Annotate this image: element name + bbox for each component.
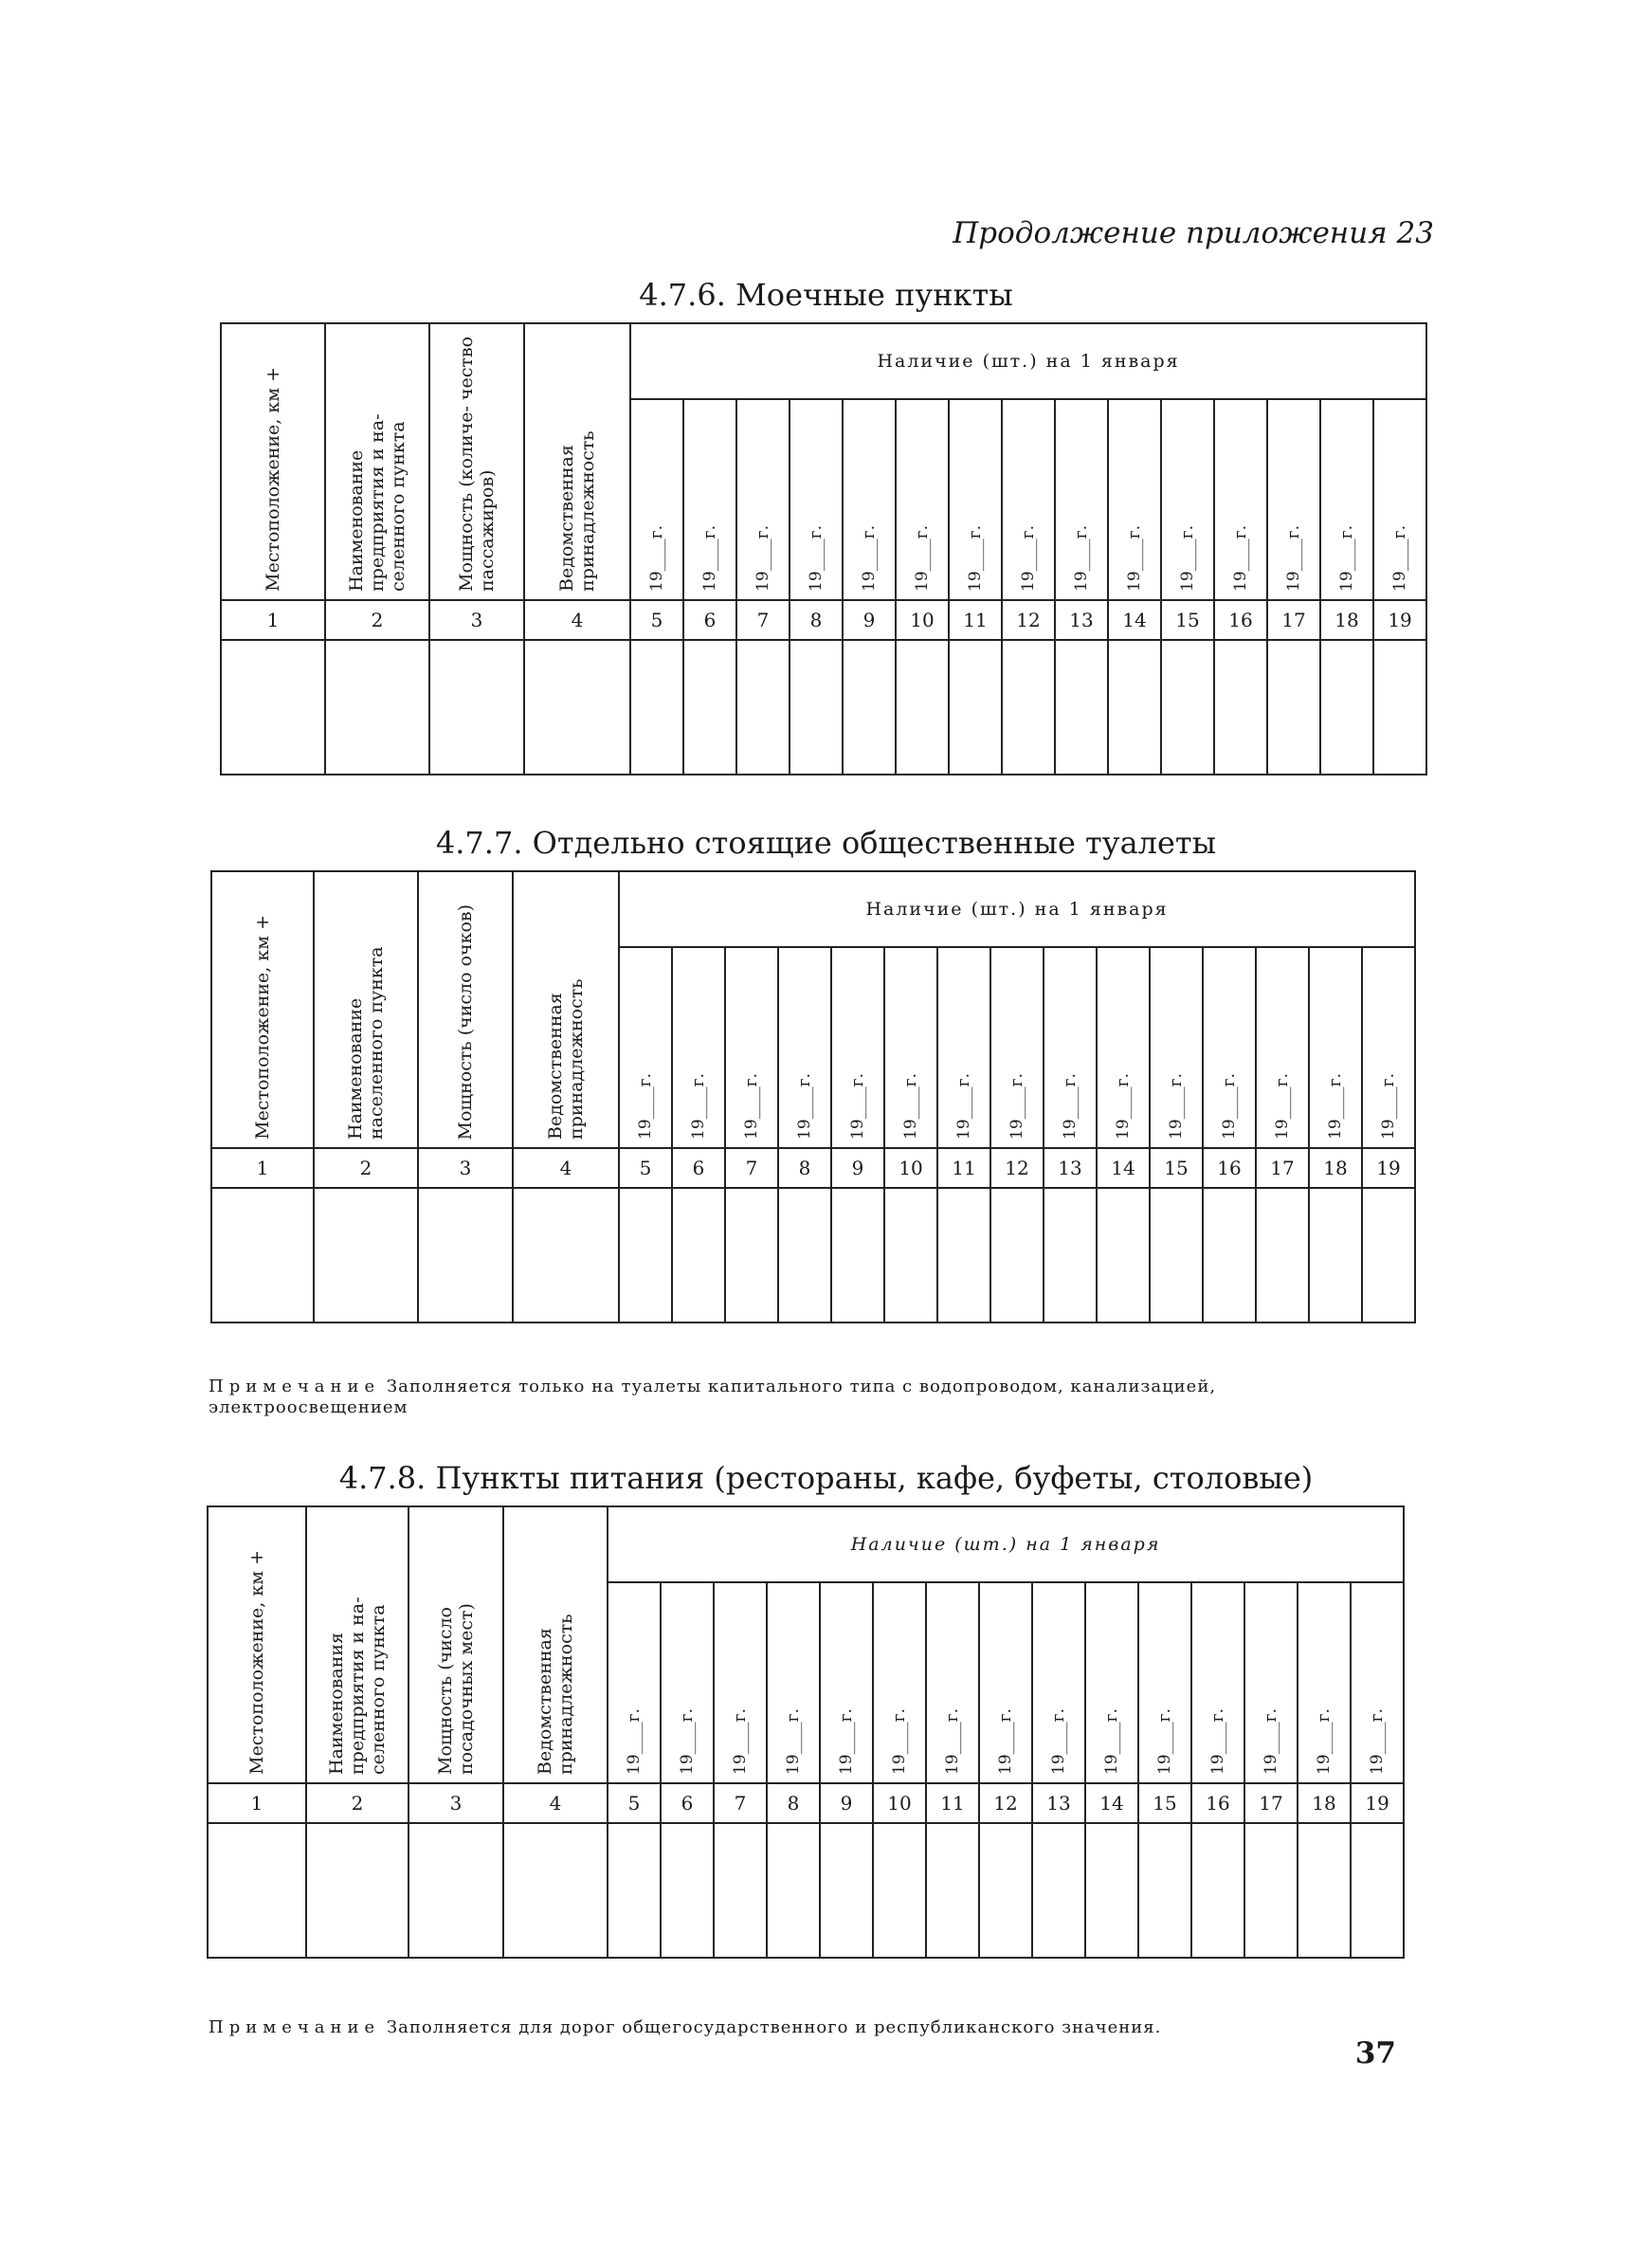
column-number: 12: [979, 1783, 1032, 1823]
blank-cell: [790, 640, 843, 775]
year-header: 19____г.: [937, 947, 990, 1148]
section-title-food-points: 4.7.8. Пункты питания (рестораны, кафе, буфеты, столовые): [338, 1460, 1314, 1496]
blank-cell: [208, 1823, 306, 1958]
note-public-toilets: [209, 1377, 1403, 1418]
year-header: 19____г.: [1097, 947, 1150, 1148]
blank-cell: [896, 640, 949, 775]
column-number: 5: [608, 1783, 661, 1823]
note-label: Примечание: [209, 2017, 381, 2037]
blank-cell: [1373, 640, 1426, 775]
column-number: 18: [1309, 1148, 1362, 1188]
blank-data-row: [221, 640, 1426, 775]
blank-cell: [1203, 1188, 1256, 1323]
blank-cell: [1002, 640, 1055, 775]
column-number-row: [208, 1783, 1404, 1823]
blank-cell: [736, 640, 790, 775]
column-number: 5: [630, 600, 683, 640]
column-header: Наименование населенного пункта: [314, 871, 418, 1148]
column-header: Ведомственная принадлежность: [524, 323, 630, 600]
group-header: Наличие (шт.) на 1 января: [619, 871, 1415, 947]
blank-cell: [221, 640, 325, 775]
year-header: 19____г.: [1320, 399, 1373, 600]
column-number: 3: [429, 600, 524, 640]
blank-cell: [1214, 640, 1267, 775]
blank-cell: [1044, 1188, 1097, 1323]
column-number: 10: [873, 1783, 926, 1823]
blank-data-row: [211, 1188, 1415, 1323]
blank-cell: [725, 1188, 778, 1323]
note-food-points: [209, 2017, 1384, 2038]
year-header: 19____г.: [1150, 947, 1203, 1148]
column-number: 6: [661, 1783, 714, 1823]
year-header: 19____г.: [1351, 1582, 1404, 1783]
column-number: 13: [1055, 600, 1108, 640]
page-header: Продолжение приложения 23: [953, 216, 1434, 250]
column-number: 19: [1351, 1783, 1404, 1823]
year-header: 19____г.: [1044, 947, 1097, 1148]
year-header: 19____г.: [661, 1582, 714, 1783]
blank-cell: [630, 640, 683, 775]
blank-cell: [884, 1188, 937, 1323]
blank-cell: [211, 1188, 314, 1323]
blank-cell: [767, 1823, 820, 1958]
column-number: 4: [524, 600, 630, 640]
column-header: Местоположение, км +: [211, 871, 314, 1148]
blank-cell: [408, 1823, 503, 1958]
blank-cell: [1138, 1823, 1191, 1958]
blank-cell: [1351, 1823, 1404, 1958]
column-number: 8: [778, 1148, 831, 1188]
blank-cell: [714, 1823, 767, 1958]
blank-cell: [937, 1188, 990, 1323]
column-number: 1: [221, 600, 325, 640]
column-number: 13: [1044, 1148, 1097, 1188]
column-number: 9: [820, 1783, 873, 1823]
blank-cell: [1298, 1823, 1351, 1958]
column-number: 14: [1085, 1783, 1138, 1823]
year-header: 19____г.: [979, 1582, 1032, 1783]
table-wash-points: [220, 322, 1427, 775]
year-header: 19____г.: [1309, 947, 1362, 1148]
year-header: 19____г.: [736, 399, 790, 600]
blank-cell: [325, 640, 429, 775]
column-number: 12: [990, 1148, 1044, 1188]
blank-cell: [1362, 1188, 1415, 1323]
column-number: 8: [790, 600, 843, 640]
blank-cell: [979, 1823, 1032, 1958]
column-number: 6: [683, 600, 736, 640]
column-number: 3: [418, 1148, 513, 1188]
column-header: Ведомственная принадлежность: [503, 1506, 608, 1783]
column-number-row: [211, 1148, 1415, 1188]
table-food-points: [207, 1505, 1405, 1959]
section-title-public-toilets: 4.7.7. Отдельно стоящие общественные туалеты: [435, 825, 1217, 861]
year-header: 19____г.: [873, 1582, 926, 1783]
column-number-row: [221, 600, 1426, 640]
blank-cell: [503, 1823, 608, 1958]
year-header: 19____г.: [1085, 1582, 1138, 1783]
blank-cell: [949, 640, 1002, 775]
column-number: 7: [714, 1783, 767, 1823]
year-header: 19____г.: [831, 947, 884, 1148]
year-header: 19____г.: [896, 399, 949, 600]
blank-cell: [820, 1823, 873, 1958]
column-number: 15: [1138, 1783, 1191, 1823]
blank-cell: [672, 1188, 725, 1323]
group-header: Наличие (шт.) на 1 января: [608, 1506, 1404, 1582]
blank-cell: [1320, 640, 1373, 775]
year-header: 19____г.: [1161, 399, 1214, 600]
blank-cell: [306, 1823, 408, 1958]
blank-data-row: [208, 1823, 1404, 1958]
blank-cell: [1150, 1188, 1203, 1323]
year-header: 19____г.: [1267, 399, 1320, 600]
year-header: 19____г.: [725, 947, 778, 1148]
blank-cell: [990, 1188, 1044, 1323]
blank-cell: [1097, 1188, 1150, 1323]
year-header: 19____г.: [1214, 399, 1267, 600]
column-number: 16: [1214, 600, 1267, 640]
column-number: 15: [1161, 600, 1214, 640]
column-header: Местоположение, км +: [208, 1506, 306, 1783]
page-number: 37: [1354, 2036, 1396, 2071]
column-number: 16: [1203, 1148, 1256, 1188]
column-number: 1: [211, 1148, 314, 1188]
year-header: 19____г.: [1244, 1582, 1298, 1783]
year-header: 19____г.: [608, 1582, 661, 1783]
year-header: 19____г.: [1362, 947, 1415, 1148]
column-number: 15: [1150, 1148, 1203, 1188]
column-number: 17: [1267, 600, 1320, 640]
blank-cell: [619, 1188, 672, 1323]
column-header: Наименования предприятия и на- селенного пункта: [306, 1506, 408, 1783]
blank-cell: [1055, 640, 1108, 775]
column-number: 7: [736, 600, 790, 640]
year-header: 19____г.: [1108, 399, 1161, 600]
column-number: 6: [672, 1148, 725, 1188]
blank-cell: [429, 640, 524, 775]
column-header: Мощность (число посадочных мест): [408, 1506, 503, 1783]
column-header: Ведомственная принадлежность: [513, 871, 619, 1148]
blank-cell: [926, 1823, 979, 1958]
year-header: 19____г.: [1203, 947, 1256, 1148]
blank-cell: [1309, 1188, 1362, 1323]
year-header: 19____г.: [672, 947, 725, 1148]
year-header: 19____г.: [767, 1582, 820, 1783]
column-number: 9: [831, 1148, 884, 1188]
year-header: 19____г.: [778, 947, 831, 1148]
blank-cell: [1032, 1823, 1085, 1958]
blank-cell: [524, 640, 630, 775]
year-header: 19____г.: [820, 1582, 873, 1783]
column-number: 14: [1108, 600, 1161, 640]
column-number: 3: [408, 1783, 503, 1823]
year-header: 19____г.: [630, 399, 683, 600]
blank-cell: [513, 1188, 619, 1323]
note-label: Примечание: [209, 1377, 381, 1396]
column-header: Мощность (число очков): [418, 871, 513, 1148]
column-number: 11: [949, 600, 1002, 640]
column-number: 13: [1032, 1783, 1085, 1823]
column-number: 5: [619, 1148, 672, 1188]
blank-cell: [1108, 640, 1161, 775]
column-number: 19: [1373, 600, 1426, 640]
column-number: 2: [306, 1783, 408, 1823]
group-header: Наличие (шт.) на 1 января: [630, 323, 1426, 399]
blank-cell: [873, 1823, 926, 1958]
column-number: 18: [1298, 1783, 1351, 1823]
blank-cell: [418, 1188, 513, 1323]
column-header: Мощность (количе- чество пассажиров): [429, 323, 524, 600]
column-number: 9: [843, 600, 896, 640]
column-number: 17: [1256, 1148, 1309, 1188]
column-number: 14: [1097, 1148, 1150, 1188]
column-number: 4: [513, 1148, 619, 1188]
year-header: 19____г.: [1138, 1582, 1191, 1783]
year-header: 19____г.: [1298, 1582, 1351, 1783]
year-header: 19____г.: [1191, 1582, 1244, 1783]
blank-cell: [831, 1188, 884, 1323]
column-number: 11: [926, 1783, 979, 1823]
column-number: 4: [503, 1783, 608, 1823]
blank-cell: [1267, 640, 1320, 775]
year-header: 19____г.: [714, 1582, 767, 1783]
blank-cell: [1191, 1823, 1244, 1958]
section-title-wash-points: 4.7.6. Моечные пункты: [639, 277, 1013, 313]
year-header: 19____г.: [949, 399, 1002, 600]
blank-cell: [843, 640, 896, 775]
blank-cell: [1085, 1823, 1138, 1958]
column-number: 16: [1191, 1783, 1244, 1823]
year-header: 19____г.: [1373, 399, 1426, 600]
column-header: Местоположение, км +: [221, 323, 325, 600]
year-header: 19____г.: [1055, 399, 1108, 600]
year-header: 19____г.: [619, 947, 672, 1148]
blank-cell: [778, 1188, 831, 1323]
table-public-toilets: [210, 870, 1416, 1323]
year-header: 19____г.: [884, 947, 937, 1148]
column-number: 18: [1320, 600, 1373, 640]
note-text: Заполняется только на туалеты капитального типа с водопроводом, канализацией, электроосвещением: [209, 1377, 1217, 1417]
column-number: 2: [325, 600, 429, 640]
blank-cell: [608, 1823, 661, 1958]
blank-cell: [1244, 1823, 1298, 1958]
year-header: 19____г.: [1002, 399, 1055, 600]
blank-cell: [1161, 640, 1214, 775]
year-header: 19____г.: [990, 947, 1044, 1148]
column-number: 2: [314, 1148, 418, 1188]
year-header: 19____г.: [683, 399, 736, 600]
column-number: 8: [767, 1783, 820, 1823]
column-number: 10: [884, 1148, 937, 1188]
blank-cell: [683, 640, 736, 775]
blank-cell: [1256, 1188, 1309, 1323]
column-number: 11: [937, 1148, 990, 1188]
column-number: 12: [1002, 600, 1055, 640]
year-header: 19____г.: [926, 1582, 979, 1783]
year-header: 19____г.: [790, 399, 843, 600]
column-number: 17: [1244, 1783, 1298, 1823]
year-header: 19____г.: [843, 399, 896, 600]
blank-cell: [314, 1188, 418, 1323]
blank-cell: [661, 1823, 714, 1958]
year-header: 19____г.: [1032, 1582, 1085, 1783]
column-number: 1: [208, 1783, 306, 1823]
column-number: 7: [725, 1148, 778, 1188]
note-text: Заполняется для дорог общегосударственного и республиканского значения.: [386, 2017, 1162, 2037]
column-number: 10: [896, 600, 949, 640]
year-header: 19____г.: [1256, 947, 1309, 1148]
column-header: Наименование предприятия и на- селенного пункта: [325, 323, 429, 600]
column-number: 19: [1362, 1148, 1415, 1188]
